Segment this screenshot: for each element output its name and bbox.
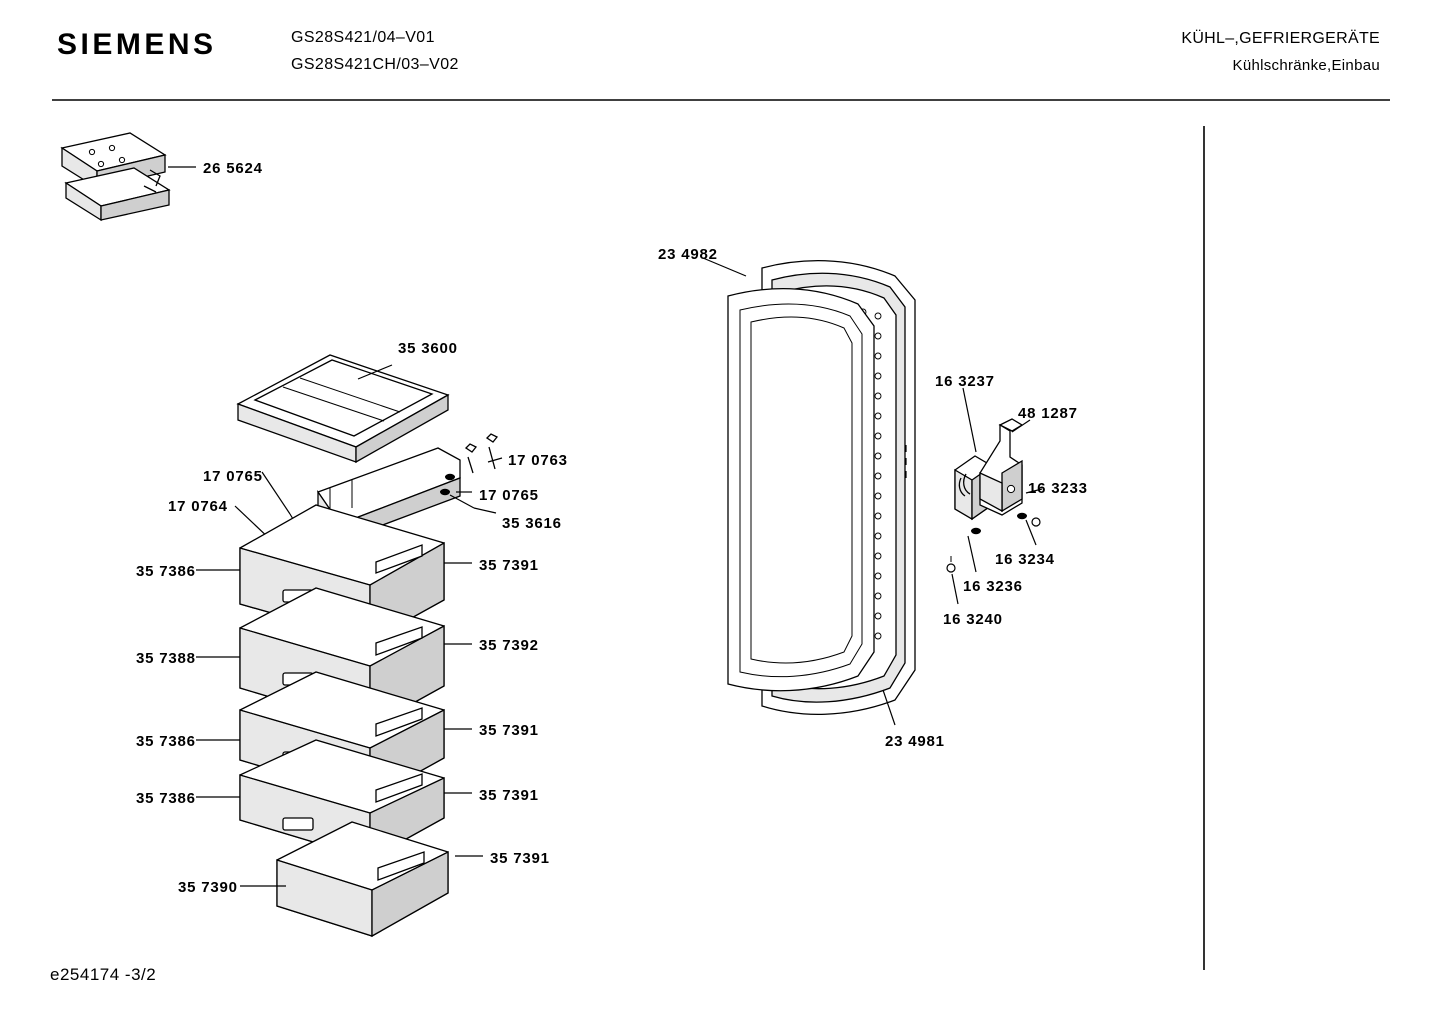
- part-26-5624-illustration: [62, 133, 196, 220]
- part-label-35-3616: 35 3616: [502, 515, 562, 532]
- part-label-23-4981: 23 4981: [885, 733, 945, 750]
- part-label-35-7386-b: 35 7386: [136, 733, 196, 750]
- frame-rules: [52, 100, 1390, 970]
- part-label-35-7390: 35 7390: [178, 879, 238, 896]
- part-label-26-5624: 26 5624: [203, 160, 263, 177]
- part-label-35-7386-c: 35 7386: [136, 790, 196, 807]
- part-label-16-3240: 16 3240: [943, 611, 1003, 628]
- part-label-35-7391-c: 35 7391: [479, 787, 539, 804]
- part-label-48-1287: 48 1287: [1018, 405, 1078, 422]
- part-label-16-3234: 16 3234: [995, 551, 1055, 568]
- part-label-17-0763: 17 0763: [508, 452, 568, 469]
- part-label-16-3237: 16 3237: [935, 373, 995, 390]
- part-label-17-0765-b: 17 0765: [479, 487, 539, 504]
- document-code: e254174 -3/2: [50, 965, 157, 984]
- part-label-35-3600: 35 3600: [398, 340, 458, 357]
- category-title: KÜHL–,GEFRIERGERÄTE: [1181, 30, 1380, 47]
- part-label-16-3236: 16 3236: [963, 578, 1023, 595]
- part-label-35-7386-a: 35 7386: [136, 563, 196, 580]
- part-label-17-0765-a: 17 0765: [203, 468, 263, 485]
- siemens-logo: SIEMENS: [57, 28, 217, 61]
- part-label-35-7391-d: 35 7391: [490, 850, 550, 867]
- part-label-17-0764: 17 0764: [168, 498, 228, 515]
- part-label-35-7391-b: 35 7391: [479, 722, 539, 739]
- part-label-35-7388: 35 7388: [136, 650, 196, 667]
- model-number-secondary: GS28S421CH/03–V02: [291, 56, 459, 73]
- model-number-primary: GS28S421/04–V01: [291, 29, 435, 46]
- door-assembly-illustration: [703, 258, 915, 725]
- part-label-35-7391-a: 35 7391: [479, 557, 539, 574]
- part-label-35-7392: 35 7392: [479, 637, 539, 654]
- part-35-3600-illustration: [238, 355, 448, 462]
- part-label-16-3233: 16 3233: [1028, 480, 1088, 497]
- part-label-23-4982: 23 4982: [658, 246, 718, 263]
- category-subtitle: Kühlschränke,Einbau: [1232, 57, 1380, 74]
